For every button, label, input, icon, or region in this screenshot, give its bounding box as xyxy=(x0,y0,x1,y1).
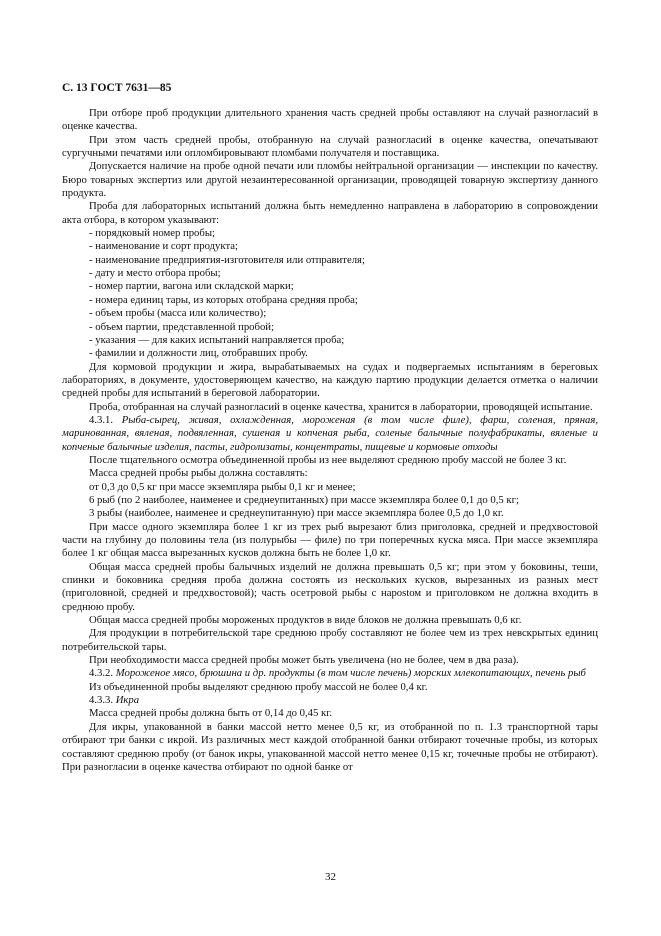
paragraph: Масса средней пробы рыбы должна составлять: xyxy=(89,467,308,480)
page-header: С. 13 ГОСТ 7631—85 xyxy=(62,82,172,94)
document-body xyxy=(62,107,598,774)
paragraph: Проба для лабораторных испытаний должна быть немедленно направлена в лабораторию в сопровождении акта отбора, в котором указывают: xyxy=(62,200,598,226)
section-title: Мороженое мясо, брюшина и др. продукты (в том числе печень) морских млекопитающих, печень рыб xyxy=(115,667,586,680)
paragraph: Для икры, упакованной в банки массой нетто менее 0,5 кг, из отобранной по п. 1.3 транспортной тары отбирают три банки с икрой. Из различных мест каждой отобранной банки отбирают точечные пробы, из которых составляют среднюю пробу (от банок икры, упакованной массой нетто менее 0,15 кг, точечные пробы не отбирают). При разногласии в оценке качества отбирают по одной банке от xyxy=(62,720,598,773)
list-item: - наименование и сорт продукта; xyxy=(89,240,238,253)
paragraph: Масса средней пробы должна быть от 0,14 до 0,45 кг. xyxy=(89,707,333,720)
paragraph: При отборе проб продукции длительного хранения часть средней пробы оставляют на случай разногласий в оценке качества. xyxy=(62,107,598,133)
list-item: - объем пробы (масса или количество); xyxy=(89,307,267,320)
list-item: - порядковый номер пробы; xyxy=(89,227,215,240)
list-item: - фамилии и должности лиц, отобравших пробу. xyxy=(89,347,308,360)
paragraph: Из объединенной пробы выделяют среднюю пробу массой не более 0,4 кг. xyxy=(89,680,428,693)
paragraph: Допускается наличие на пробе одной печати или пломбы нейтральной организации — инспекции по качеству. Бюро товарных экспертиз или другой незаинтересованной организации, проводящей товарную экспертизу данного продукта. xyxy=(62,160,598,200)
section-title: Рыба-сырец, живая, охлажденная, мороженая (в том числе филе), фарш, соленая, пряная, маринованная, вяленая, подвяленная, сушеная и копченая рыба, соленые балычные полуфабрикаты, вяленые и копченые балычные изделия, пасты, гидролизаты, концентраты, пищевые и кормовые отходы xyxy=(62,413,598,453)
paragraph: Общая масса средней пробы балычных изделий не должна превышать 0,5 кг; при этом у боковины, теши, спинки и боковника средняя проба должна состоять из нескольких кусков, вырезанных из разных мест (приголовной, средней и предхвостовой); часть осетровой рыбы с нарostом и приголовком не должна входить в среднюю пробу. xyxy=(62,560,598,613)
list-item: - наименование предприятия-изготовителя или отправителя; xyxy=(89,253,365,266)
paragraph: При необходимости масса средней пробы может быть увеличена (но не более, чем в два раза). xyxy=(89,654,519,667)
paragraph: При этом часть средней пробы, отобранную на случай разногласий в оценке качества, опечатывают сургучными печатями или опломбировывают пломбами получателя и поставщика. xyxy=(62,133,598,160)
section-title: Икра xyxy=(115,694,140,707)
list-item: - объем партии, представленной пробой; xyxy=(89,320,274,333)
list-item: - указания — для каких испытаний направляется проба; xyxy=(89,333,345,346)
paragraph: Проба, отобранная на случай разногласий в оценке качества, хранится в лаборатории, проводящей испытание. xyxy=(89,400,593,413)
paragraph: Для продукции в потребительской таре среднюю пробу составляют не более чем из трех невскрытых единиц потребительской тары. xyxy=(62,627,598,653)
page-number: 32 xyxy=(325,871,336,883)
paragraph: При массе одного экземпляра более 1 кг из трех рыб вырезают близ приголовка, средней и предхвостовой части на глубину до половины тела (из полурыбы — филе) по три поперечных куска мяса. При массе экземпляра более 1 кг общая масса вырезанных кусков должна быть не более 1,0 кг. xyxy=(62,520,598,560)
section-number: 4.3.3. xyxy=(89,694,114,707)
section-4-3-3-heading xyxy=(62,694,598,707)
list-item: - дату и место отбора пробы; xyxy=(89,267,221,280)
paragraph: 3 рыбы (наиболее, наименее и среднеупитанную) при массе экземпляра более 0,5 до 1,0 кг. xyxy=(89,507,504,520)
section-number: 4.3.1. xyxy=(89,413,114,426)
paragraph: от 0,3 до 0,5 кг при массе экземпляра рыбы 0,1 кг и менее; xyxy=(89,480,356,493)
paragraph: 6 рыб (по 2 наиболее, наименее и среднеупитанных) при массе экземпляра более 0,1 до 0,5 кг; xyxy=(89,493,519,506)
section-4-3-1-heading xyxy=(62,414,598,454)
paragraph: Общая масса средней пробы мороженых продуктов в виде блоков не должна превышать 0,6 кг. xyxy=(89,614,522,627)
section-number: 4.3.2. xyxy=(89,667,114,680)
paragraph: После тщательного осмотра объединенной пробы из нее выделяют среднюю пробу массой не более 3 кг. xyxy=(89,453,567,466)
list-item: - номер партии, вагона или складской марки; xyxy=(89,280,294,293)
act-contents-list xyxy=(62,227,598,360)
paragraph: Для кормовой продукции и жира, вырабатываемых на судах и подвергаемых испытаниям в береговых лабораториях, в документе, удостоверяющем качество, на каждую партию продукции делается отметка о наличии средней пробы для испытаний в береговой лаборатории. xyxy=(62,360,598,400)
list-item: - номера единиц тары, из которых отобрана средняя проба; xyxy=(89,293,358,306)
section-4-3-2-heading xyxy=(62,667,598,680)
